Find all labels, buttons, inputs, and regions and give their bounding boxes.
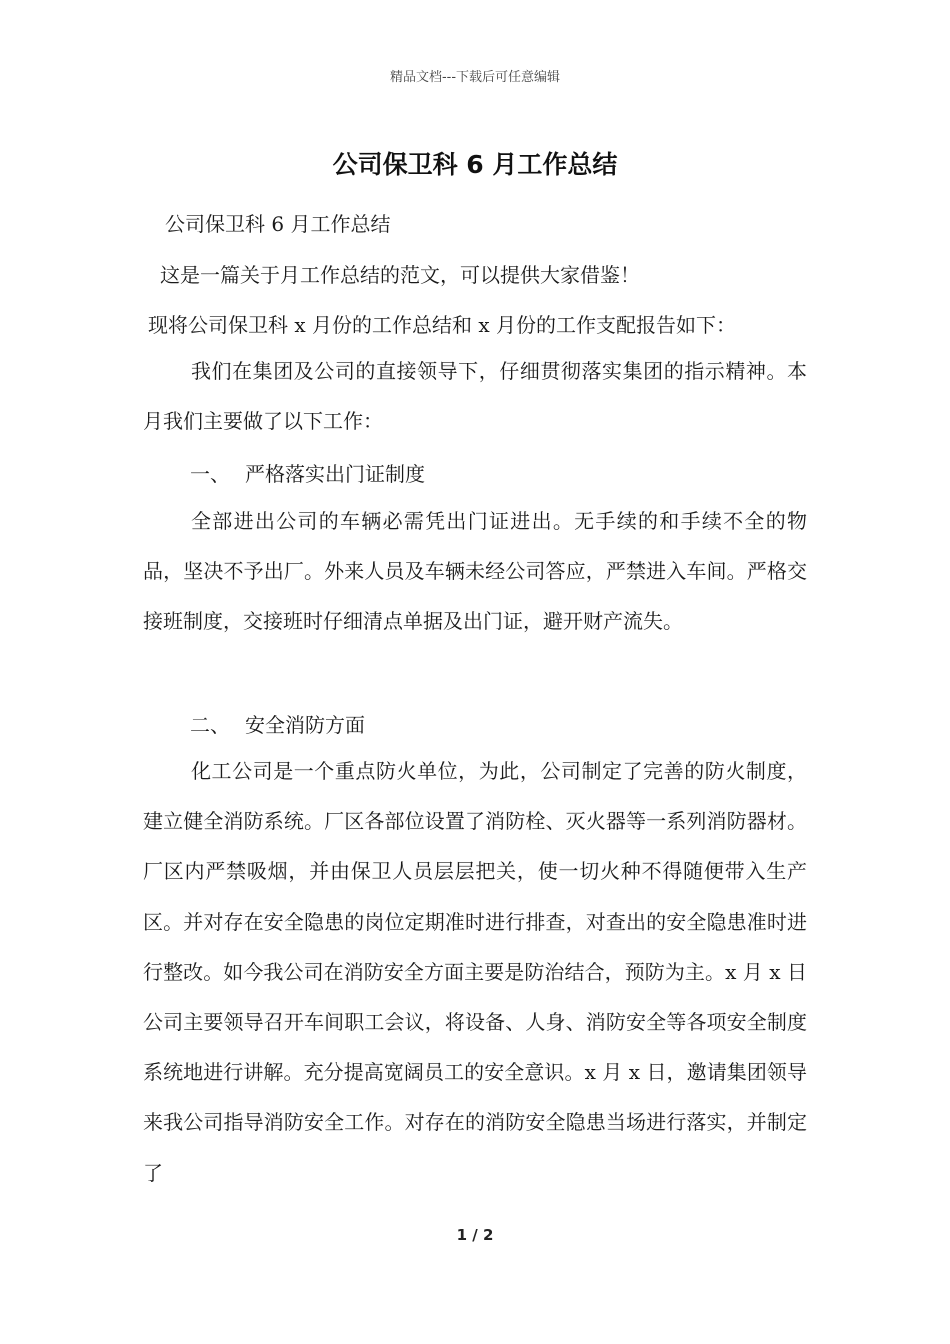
lead-line: 现将公司保卫科 x 月份的工作总结和 x 月份的工作支配报告如下：: [148, 313, 736, 337]
section-label: 严格落实出门证制度: [245, 462, 425, 486]
header-note: 精品文档---下载后可任意编辑: [389, 70, 561, 85]
section-number: 二、: [190, 713, 230, 737]
subtitle: 公司保卫科 6 月工作总结: [165, 212, 391, 236]
paragraph-1: 我们在集团及公司的直接领导下，仔细贯彻落实集团的指示精神。本月我们主要做了以下工作：: [143, 359, 807, 434]
section-heading-2: [190, 709, 365, 738]
paragraph-2: 全部进出公司的车辆必需凭出门证进出。无手续的和手续不全的物品，坚决不予出厂。外来人员及车辆未经公司答应，严禁进入车间。严格交接班制度，交接班时仔细清点单据及出门证，避开财产流失。: [143, 509, 807, 634]
section-number: 一、: [190, 462, 230, 486]
section-label: 安全消防方面: [245, 713, 365, 737]
document-title: 公司保卫科 6 月工作总结: [332, 150, 618, 179]
intro-line: 这是一篇关于月工作总结的范文，可以提供大家借鉴！: [160, 263, 640, 287]
page-number: 1 / 2: [456, 1226, 494, 1244]
paragraph-3: 化工公司是一个重点防火单位，为此，公司制定了完善的防火制度，建立健全消防系统。厂区各部位设置了消防栓、灭火器等一系列消防器材。厂区内严禁吸烟，并由保卫人员层层把关，使一切火种不得随便带入生产区。并对存在安全隐患的岗位定期准时进行排查，对查出的安全隐患准时进行整改。如今我公司在消防安全方面主要是防治结合，预防为主。x 月 x 日公司主要领导召开车间职工会议，将设备、人身、消防安全等各项安全制度系统地进行讲解。充分提高宽阔员工的安全意识。x 月 x 日，邀请集团领导来我公司指导消防安全工作。对存在的消防安全隐患当场进行落实，并制定了: [143, 759, 807, 1185]
section-heading-1: [190, 458, 425, 487]
